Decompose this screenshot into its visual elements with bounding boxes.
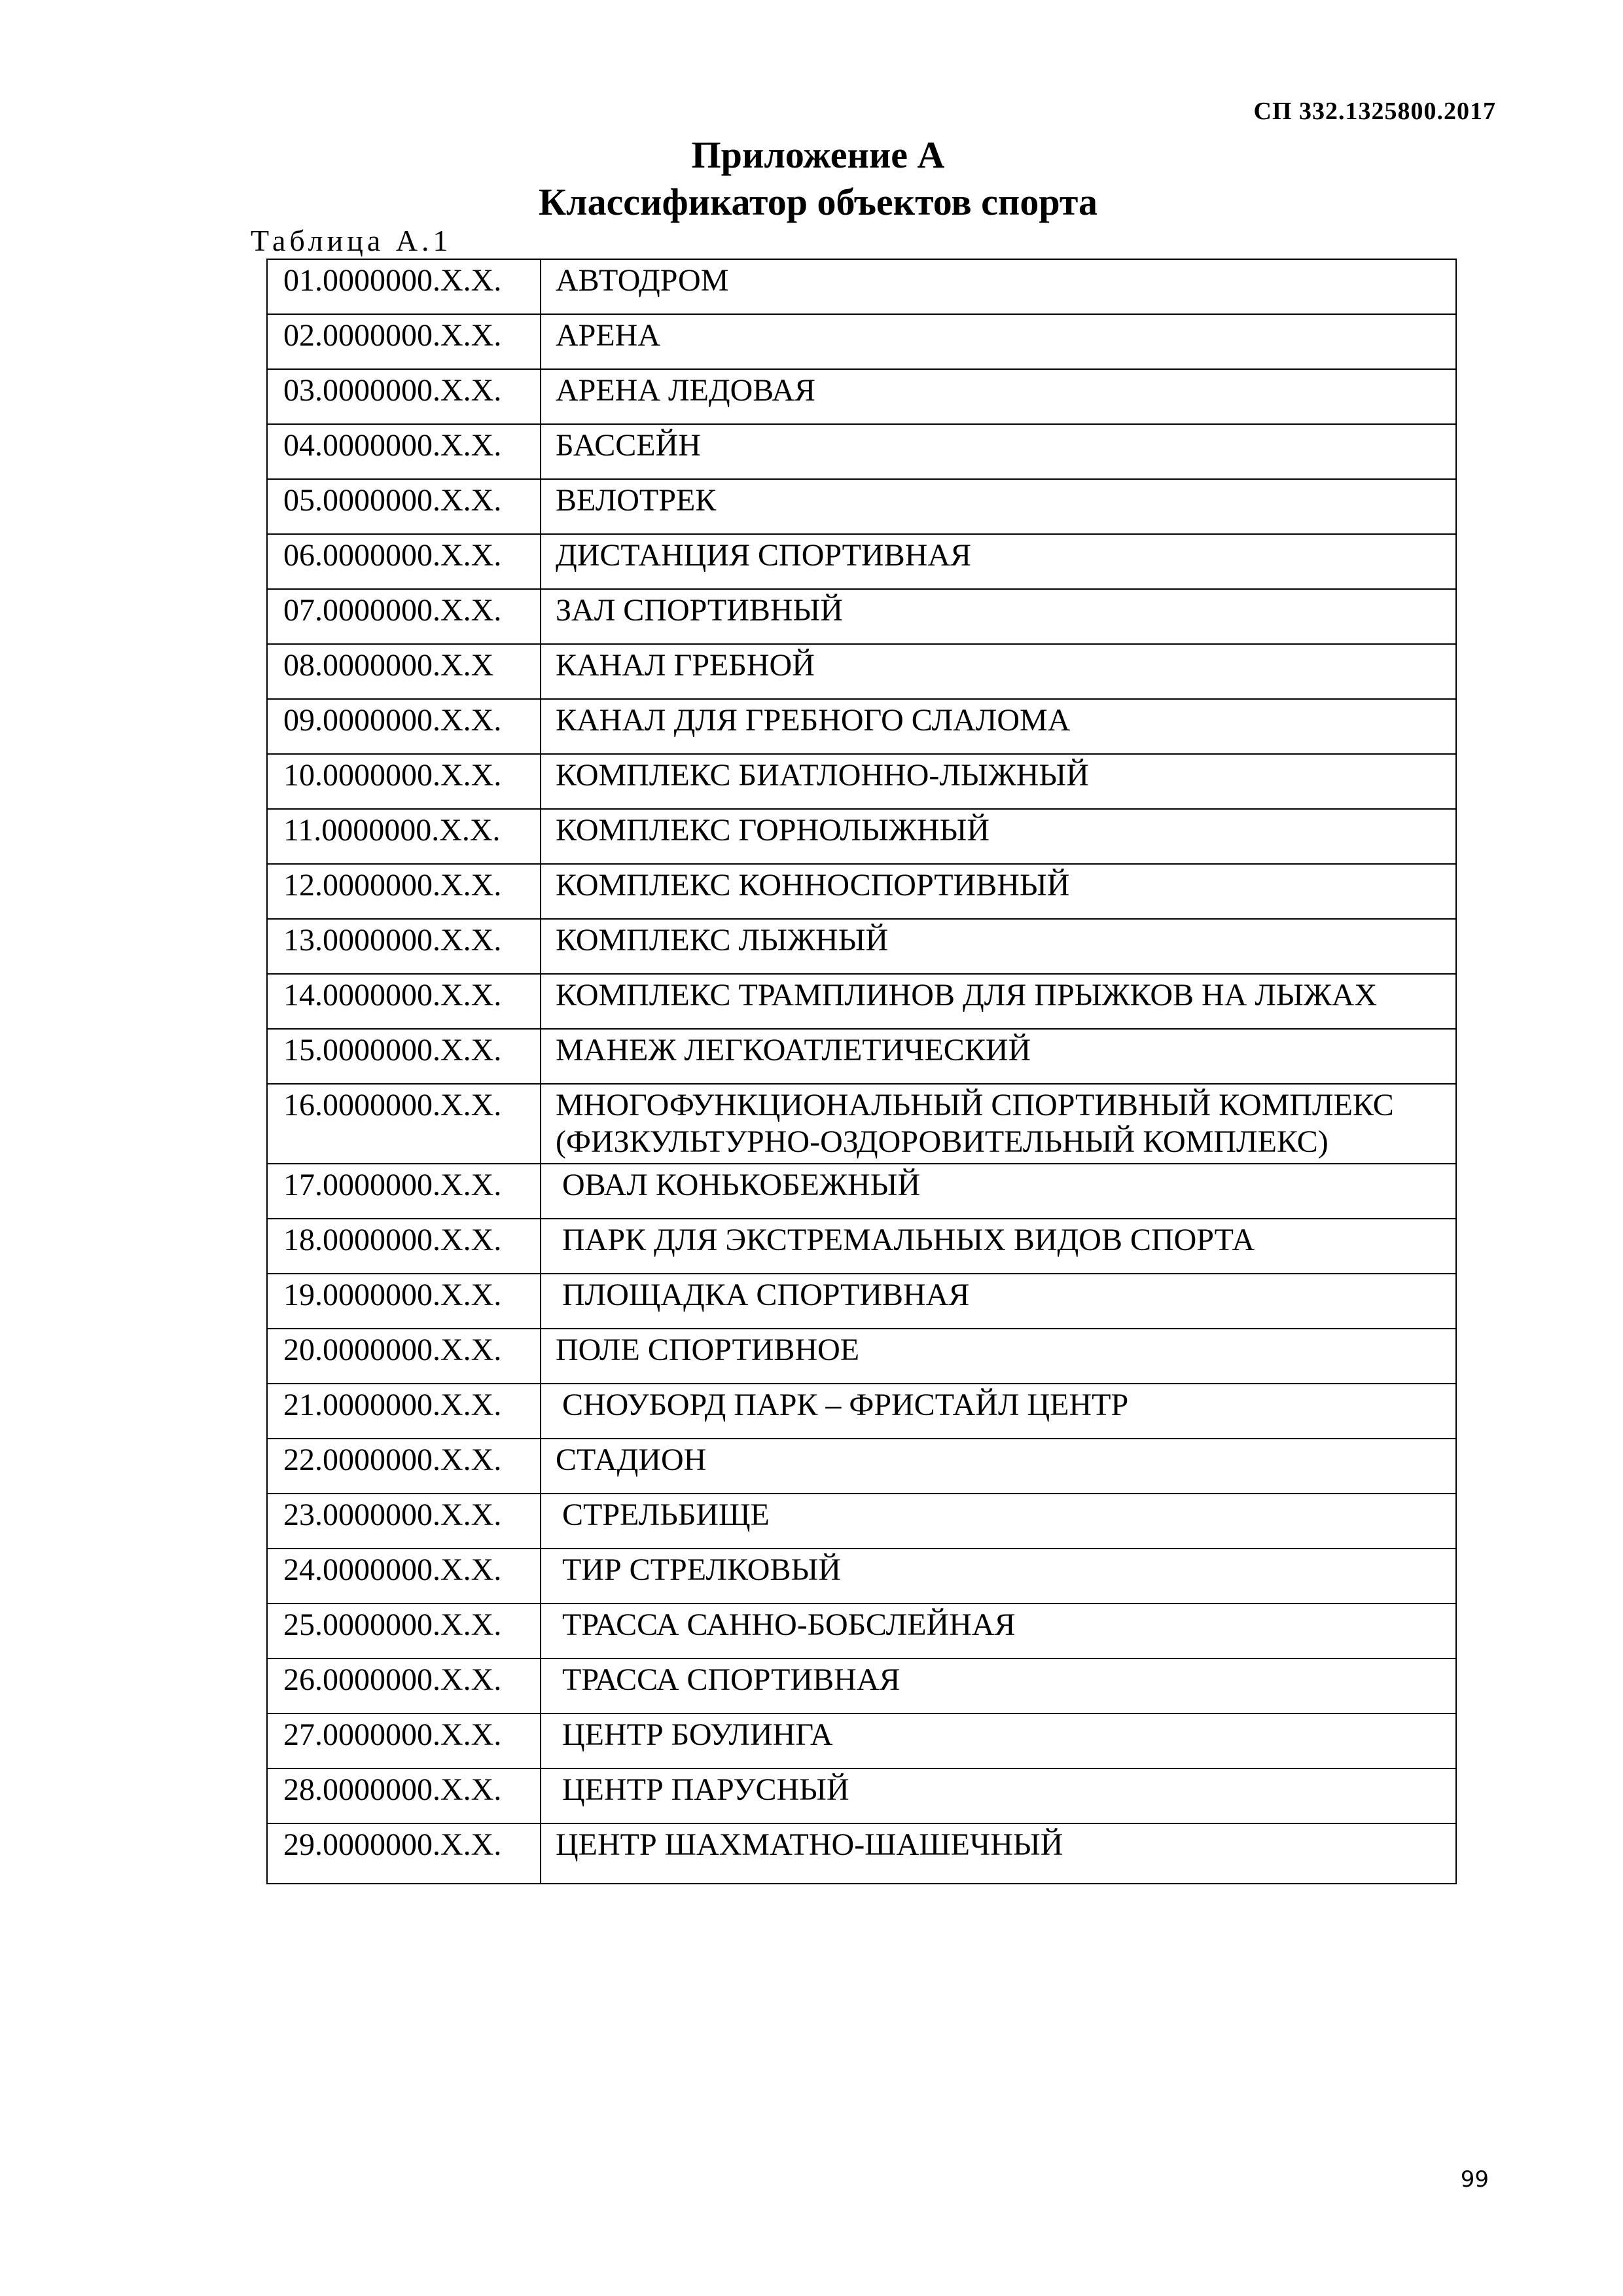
code-cell: 04.0000000.Х.Х. (267, 424, 541, 479)
code-cell: 12.0000000.Х.Х. (267, 864, 541, 919)
code-cell: 21.0000000.Х.Х. (267, 1384, 541, 1439)
table-row (267, 1713, 1456, 1768)
name-cell: ЦЕНТР БОУЛИНГА (541, 1713, 1456, 1768)
name-cell: ТИР СТРЕЛКОВЫЙ (541, 1549, 1456, 1604)
table-row (267, 1329, 1456, 1384)
name-cell: ДИСТАНЦИЯ СПОРТИВНАЯ (541, 534, 1456, 589)
name-cell: БАССЕЙН (541, 424, 1456, 479)
name-cell: АРЕНА (541, 314, 1456, 369)
code-cell: 03.0000000.Х.Х. (267, 369, 541, 424)
document-code: СП 332.1325800.2017 (1253, 98, 1496, 125)
code-cell: 01.0000000.Х.Х. (267, 259, 541, 314)
code-cell: 16.0000000.Х.Х. (267, 1084, 541, 1164)
table-row (267, 1494, 1456, 1549)
code-cell: 24.0000000.Х.Х. (267, 1549, 541, 1604)
table-row (267, 1164, 1456, 1219)
code-cell: 08.0000000.Х.Х (267, 644, 541, 699)
name-cell: ВЕЛОТРЕК (541, 479, 1456, 534)
table-row (267, 809, 1456, 864)
name-cell: ТРАССА СПОРТИВНАЯ (541, 1659, 1456, 1713)
name-cell: ПОЛЕ СПОРТИВНОЕ (541, 1329, 1456, 1384)
name-cell: СТРЕЛЬБИЩЕ (541, 1494, 1456, 1549)
classifier-table (266, 259, 1457, 1884)
name-cell (541, 1084, 1456, 1164)
name-cell: СТАДИОН (541, 1439, 1456, 1494)
table-row (267, 1029, 1456, 1084)
code-cell: 29.0000000.Х.Х. (267, 1823, 541, 1884)
code-cell: 11.0000000.Х.Х. (267, 809, 541, 864)
code-cell: 17.0000000.Х.Х. (267, 1164, 541, 1219)
name-cell: КОМПЛЕКС ГОРНОЛЫЖНЫЙ (541, 809, 1456, 864)
table-row (267, 974, 1456, 1029)
table-row (267, 424, 1456, 479)
table-row (267, 589, 1456, 644)
name-cell: ПАРК ДЛЯ ЭКСТРЕМАЛЬНЫХ ВИДОВ СПОРТА (541, 1219, 1456, 1274)
table-row (267, 699, 1456, 754)
table-row (267, 1549, 1456, 1604)
name-cell: КАНАЛ ДЛЯ ГРЕБНОГО СЛАЛОМА (541, 699, 1456, 754)
name-cell: СНОУБОРД ПАРК – ФРИСТАЙЛ ЦЕНТР (541, 1384, 1456, 1439)
name-cell: КОМПЛЕКС ЛЫЖНЫЙ (541, 919, 1456, 974)
table-row (267, 1823, 1456, 1884)
name-cell: КОМПЛЕКС КОННОСПОРТИВНЫЙ (541, 864, 1456, 919)
table-row (267, 1384, 1456, 1439)
page-number: 99 (1460, 2166, 1489, 2193)
table-row (267, 919, 1456, 974)
code-cell: 05.0000000.Х.Х. (267, 479, 541, 534)
code-cell: 13.0000000.Х.Х. (267, 919, 541, 974)
table-row (267, 534, 1456, 589)
name-cell: АРЕНА ЛЕДОВАЯ (541, 369, 1456, 424)
code-cell: 10.0000000.Х.Х. (267, 754, 541, 809)
table-row (267, 1659, 1456, 1713)
code-cell: 09.0000000.Х.Х. (267, 699, 541, 754)
name-cell: ТРАССА САННО-БОБСЛЕЙНАЯ (541, 1604, 1456, 1659)
name-cell: ЦЕНТР ПАРУСНЫЙ (541, 1768, 1456, 1823)
code-cell: 22.0000000.Х.Х. (267, 1439, 541, 1494)
table-row (267, 754, 1456, 809)
code-cell: 06.0000000.Х.Х. (267, 534, 541, 589)
name-cell: МАНЕЖ ЛЕГКОАТЛЕТИЧЕСКИЙ (541, 1029, 1456, 1084)
code-cell: 27.0000000.Х.Х. (267, 1713, 541, 1768)
code-cell: 18.0000000.Х.Х. (267, 1219, 541, 1274)
code-cell: 02.0000000.Х.Х. (267, 314, 541, 369)
name-cell: ОВАЛ КОНЬКОБЕЖНЫЙ (541, 1164, 1456, 1219)
table-row (267, 644, 1456, 699)
name-cell: КОМПЛЕКС ТРАМПЛИНОВ ДЛЯ ПРЫЖКОВ НА ЛЫЖАХ (541, 974, 1456, 1029)
table-row (267, 1768, 1456, 1823)
code-cell: 07.0000000.Х.Х. (267, 589, 541, 644)
name-cell: ПЛОЩАДКА СПОРТИВНАЯ (541, 1274, 1456, 1329)
table-row (267, 1604, 1456, 1659)
name-cell: КОМПЛЕКС БИАТЛОННО-ЛЫЖНЫЙ (541, 754, 1456, 809)
code-cell: 26.0000000.Х.Х. (267, 1659, 541, 1713)
name-cell: КАНАЛ ГРЕБНОЙ (541, 644, 1456, 699)
table-row (267, 314, 1456, 369)
code-cell: 23.0000000.Х.Х. (267, 1494, 541, 1549)
name-cell: АВТОДРОМ (541, 259, 1456, 314)
code-cell: 28.0000000.Х.Х. (267, 1768, 541, 1823)
table-row (267, 369, 1456, 424)
table-row (267, 1219, 1456, 1274)
appendix-subtitle: Классификатор объектов спорта (538, 181, 1098, 223)
name-cell: ЗАЛ СПОРТИВНЫЙ (541, 589, 1456, 644)
table-row (267, 1084, 1456, 1164)
code-cell: 15.0000000.Х.Х. (267, 1029, 541, 1084)
code-cell: 19.0000000.Х.Х. (267, 1274, 541, 1329)
name-cell: ЦЕНТР ШАХМАТНО-ШАШЕЧНЫЙ (541, 1823, 1456, 1884)
table-row (267, 1439, 1456, 1494)
appendix-title: Приложение А (691, 134, 945, 176)
name-line-1: МНОГОФУНКЦИОНАЛЬНЫЙ СПОРТИВНЫЙ КОМПЛЕКС (556, 1088, 1394, 1122)
table-row (267, 479, 1456, 534)
table-row (267, 1274, 1456, 1329)
table-caption: Таблица А.1 (251, 224, 452, 257)
code-cell: 20.0000000.Х.Х. (267, 1329, 541, 1384)
table-row (267, 259, 1456, 314)
code-cell: 25.0000000.Х.Х. (267, 1604, 541, 1659)
name-line-2: (ФИЗКУЛЬТУРНО-ОЗДОРОВИТЕЛЬНЫЙ КОМПЛЕКС) (556, 1124, 1329, 1159)
code-cell: 14.0000000.Х.Х. (267, 974, 541, 1029)
table-row (267, 864, 1456, 919)
